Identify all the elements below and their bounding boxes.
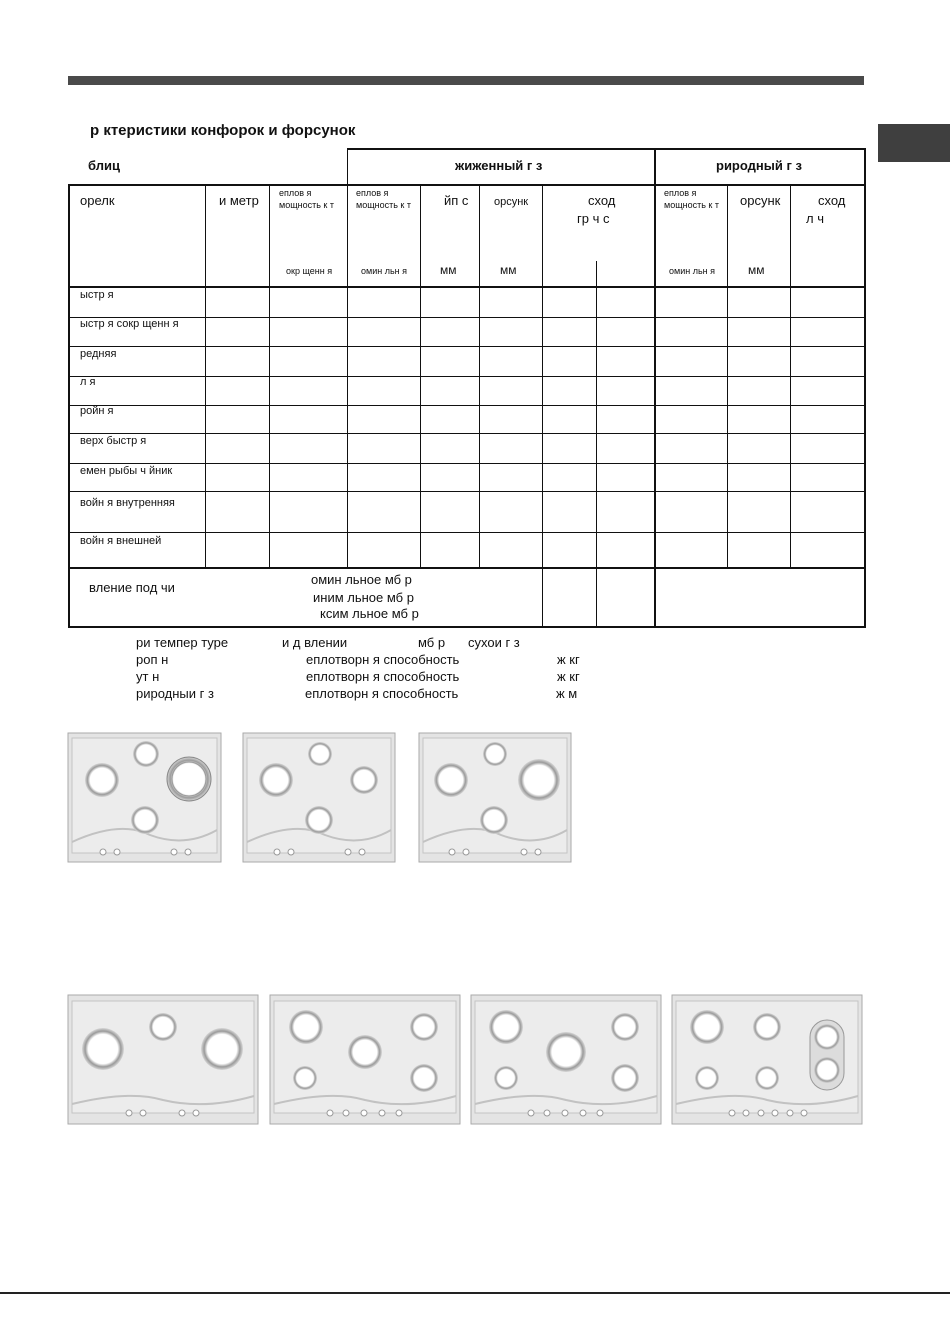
burner-icon: [293, 1066, 317, 1090]
knob-icon: [535, 849, 541, 855]
sub-nominal-lpg: омин льн я: [361, 266, 407, 276]
knob-icon: [361, 1110, 367, 1116]
row-label: войн я внутренняя: [80, 497, 175, 509]
burner-icon: [82, 1028, 124, 1070]
knob-icon: [787, 1110, 793, 1116]
knob-icon: [114, 849, 120, 855]
pressure-label: вление под чи: [89, 580, 175, 595]
knob-icon: [327, 1110, 333, 1116]
row-label: ыстр я: [80, 289, 114, 301]
hob-diagram: [419, 733, 571, 862]
burner-icon: [434, 763, 468, 797]
hob-diagram: [471, 995, 661, 1124]
burner-icon: [348, 1035, 382, 1069]
burner-icon: [546, 1032, 586, 1072]
col-flow-lpg-unit: гр ч с: [577, 211, 610, 226]
knob-icon: [345, 849, 351, 855]
col-flow-natural: сход: [818, 193, 846, 208]
corner-label: блиц: [88, 158, 120, 173]
burner-icon: [518, 759, 560, 801]
sub-injector-unit: мм: [500, 263, 517, 277]
note-text: еплотворн я способность: [306, 669, 460, 684]
hob-diagram: [243, 733, 395, 862]
note-text: ри темпер туре: [136, 635, 229, 650]
note-text: ж м: [556, 686, 578, 701]
burner-icon: [480, 806, 508, 834]
col-flow-natural-unit: л ч: [806, 211, 824, 226]
knob-icon: [171, 849, 177, 855]
burner-icon: [410, 1013, 438, 1041]
burner-icon: [611, 1013, 639, 1041]
row-label: верх быстр я: [80, 435, 147, 447]
col-power-lpg: еплов я мощность к т: [356, 188, 411, 210]
burner-icon: [410, 1064, 438, 1092]
pressure-maximum: ксим льное мб р: [320, 606, 419, 621]
burner-icon: [131, 806, 159, 834]
col-power-reduced: еплов я мощность к т: [279, 188, 334, 210]
burner-icon: [753, 1013, 781, 1041]
knob-icon: [463, 849, 469, 855]
knob-icon: [359, 849, 365, 855]
lpg-group-header: жиженный г з: [455, 158, 543, 173]
burner-icon: [489, 1010, 523, 1044]
burner-icon: [85, 763, 119, 797]
knob-icon: [126, 1110, 132, 1116]
burner-icon: [814, 1024, 840, 1050]
burner-icon: [133, 741, 159, 767]
sub-bypass-unit: мм: [440, 263, 457, 277]
burner-icon: [149, 1013, 177, 1041]
knob-icon: [185, 849, 191, 855]
pressure-minimum: иним льное мб р: [313, 590, 414, 605]
knob-icon: [521, 849, 527, 855]
page-title: р ктеристики конфорок и форсунок: [90, 122, 356, 139]
knob-icon: [758, 1110, 764, 1116]
knob-icon: [140, 1110, 146, 1116]
knob-icon: [562, 1110, 568, 1116]
hob-diagram: [68, 733, 221, 862]
burner-icon: [483, 742, 507, 766]
note-text: ж кг: [557, 669, 580, 684]
knob-icon: [528, 1110, 534, 1116]
knob-icon: [449, 849, 455, 855]
knob-icon: [193, 1110, 199, 1116]
sub-reduced: окр щенн я: [286, 266, 333, 276]
hob-diagram: [68, 995, 258, 1124]
burner-icon: [308, 742, 332, 766]
note-text: еплотворн я способность: [306, 652, 460, 667]
col-bypass: йп с: [444, 193, 469, 208]
note-text: и д влении: [282, 635, 348, 650]
knob-icon: [379, 1110, 385, 1116]
col-power-natural: еплов я мощность к т: [664, 188, 719, 210]
burner-icon: [494, 1066, 518, 1090]
note-text: мб р: [418, 635, 446, 650]
knob-icon: [772, 1110, 778, 1116]
knob-icon: [801, 1110, 807, 1116]
col-flow-lpg: сход: [588, 193, 616, 208]
knob-icon: [274, 849, 280, 855]
burner-icon: [201, 1028, 243, 1070]
note-text: ут н: [136, 669, 160, 684]
row-label: емен рыбы ч йник: [80, 465, 173, 477]
row-label: ыстр я сокр щенн я: [80, 318, 179, 330]
col-injector-natural: орсунк: [740, 193, 781, 208]
note-text: еплотворн я способность: [305, 686, 459, 701]
burner-icon: [167, 757, 211, 801]
burner-icon: [305, 806, 333, 834]
sub-nominal-natural: омин льн я: [669, 266, 715, 276]
knob-icon: [544, 1110, 550, 1116]
row-label: л я: [80, 376, 96, 388]
knob-icon: [100, 849, 106, 855]
pressure-nominal: омин льное мб р: [311, 572, 412, 587]
note-text: сухои г з: [468, 635, 520, 650]
natural-gas-group-header: риродный г з: [716, 158, 802, 173]
knob-icon: [179, 1110, 185, 1116]
note-text: риродныи г з: [136, 686, 214, 701]
knob-icon: [343, 1110, 349, 1116]
knob-icon: [288, 849, 294, 855]
hob-diagram: [270, 995, 460, 1124]
burner-icon: [755, 1066, 779, 1090]
knob-icon: [597, 1110, 603, 1116]
burner-icon: [350, 766, 378, 794]
burner-icon: [611, 1064, 639, 1092]
note-text: ж кг: [557, 652, 580, 667]
row-label: ройн я: [80, 405, 114, 417]
col-burner: орелк: [80, 193, 115, 208]
knob-icon: [729, 1110, 735, 1116]
note-text: роп н: [136, 652, 169, 667]
burner-icon: [695, 1066, 719, 1090]
hob-diagram: [672, 995, 862, 1124]
knob-icon: [396, 1110, 402, 1116]
col-injector-lpg: орсунк: [494, 196, 529, 208]
knob-icon: [743, 1110, 749, 1116]
burner-icon: [814, 1057, 840, 1083]
knob-icon: [580, 1110, 586, 1116]
burner-icon: [259, 763, 293, 797]
col-diameter: и метр: [219, 193, 259, 208]
sub-natural-injector-unit: мм: [748, 263, 765, 277]
row-label: войн я внешней: [80, 535, 162, 547]
burner-icon: [289, 1010, 323, 1044]
row-label: редняя: [80, 348, 117, 360]
burner-icon: [690, 1010, 724, 1044]
